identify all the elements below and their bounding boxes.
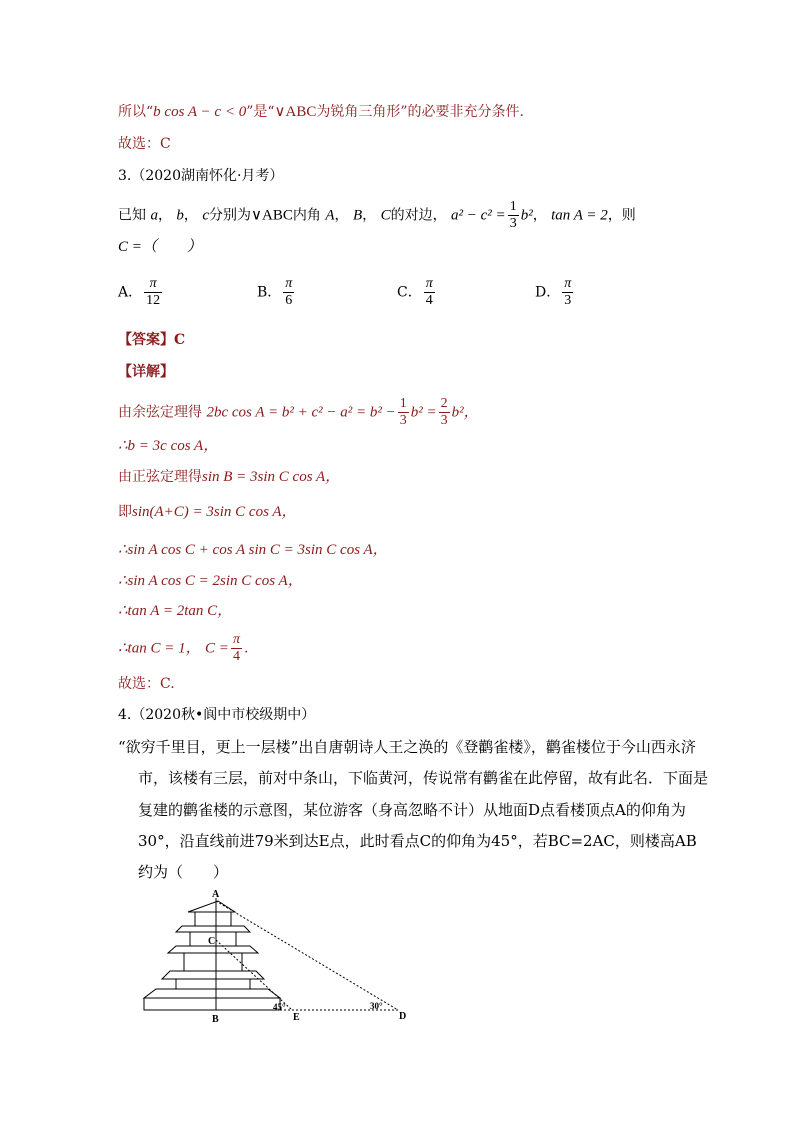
frac-num: π [144, 276, 162, 293]
label-D: D [399, 1011, 407, 1022]
math-c: c [202, 207, 210, 224]
q3-step4 [118, 502, 297, 522]
frac-num: π [232, 632, 240, 647]
frac-num: π [564, 276, 572, 291]
q3-step1 [118, 396, 479, 429]
math-eq1: a² − c² = [451, 207, 506, 224]
math: sin(A+C) = 3sin C cos A， [132, 504, 297, 520]
frac-den: 6 [285, 293, 293, 308]
eave-3 [162, 971, 264, 979]
math: b²， [451, 404, 479, 421]
label-E: E [293, 1012, 300, 1023]
fraction [398, 396, 409, 429]
math: ∴sin A cos C + cos A sin C = 3sin C cos A， [118, 542, 388, 558]
frac-den: 4 [232, 649, 240, 664]
tower-diagram [140, 888, 420, 1028]
math-a: a [150, 207, 158, 224]
q3-detail-title: 【详解】 [118, 364, 174, 380]
text: 即 [118, 504, 132, 520]
option-label: C． [397, 284, 422, 301]
math-b: b [176, 207, 184, 224]
fraction [144, 276, 162, 309]
math-triangle: ∨ABC [251, 207, 293, 224]
floor-4 [176, 979, 250, 989]
text: 内角 [292, 207, 321, 224]
math: ∴tan C = 1， [118, 640, 201, 657]
prev-choose: 故选：C [118, 136, 171, 152]
fraction [283, 276, 294, 309]
label-C: C [208, 936, 216, 947]
text: 已知 [118, 207, 146, 224]
math: sin B = 3sin C cos A， [202, 469, 341, 485]
math-eq1-right: b² [520, 207, 533, 224]
frac-den: 3 [509, 216, 517, 231]
q3-option-d [535, 276, 575, 309]
q4-stem-line: 约为（ ） [138, 863, 229, 881]
option-label: B． [257, 284, 282, 301]
frac-den: 3 [440, 413, 448, 428]
q4-stem-line: 30°，沿直线前进79米到达E点，此时看点C的仰角为45°，若BC=2AC，则楼高AB [138, 832, 697, 850]
prev-conclusion [118, 102, 524, 122]
q3-ask [118, 237, 202, 257]
math: 2bc cos A = b² + c² − a² = b² − [206, 404, 396, 421]
option-label: D． [535, 284, 561, 301]
q3-step2 [118, 436, 218, 456]
q4-header: 4.（2020秋•阆中市校级期中） [118, 707, 316, 723]
q3-option-c [397, 276, 437, 309]
eave-2 [168, 946, 258, 953]
q4-stem-line: 市，该楼有三层，前对中条山，下临黄河，传说常有鹳雀在此停留，故有此名．下面是 [138, 769, 709, 787]
text: 由正弦定理得 [118, 469, 202, 485]
label-B: B [212, 1014, 219, 1025]
q3-option-a [118, 276, 164, 309]
text: 为锐角三角形”的必要非充分条件. [316, 104, 524, 120]
math: C = [205, 640, 229, 657]
q4-stem-line: 复建的鹳雀楼的示意图，某位游客（身高忽略不计）从地面D点看楼顶点A的仰角为 [138, 801, 686, 819]
frac-num: 1 [509, 199, 517, 214]
sightline-AD [216, 901, 398, 1010]
math: b² = [410, 404, 437, 421]
math: ∴tan A = 2tan C， [118, 603, 233, 619]
math-B: B [352, 207, 363, 224]
floor-3 [184, 953, 242, 971]
label-angle-30: 30° [370, 1001, 383, 1011]
floor-1 [195, 912, 231, 926]
math-eq2: tan A = 2 [551, 207, 608, 224]
text: 由余弦定理得 [118, 404, 202, 421]
frac-num: π [285, 276, 293, 291]
eave-1 [176, 926, 250, 932]
frac-num: 2 [440, 396, 448, 411]
q3-answer: 【答案】C [118, 332, 186, 348]
q3-step6 [118, 571, 303, 591]
label-A: A [212, 889, 220, 900]
frac-num: 1 [399, 396, 407, 411]
q3-step7 [118, 601, 232, 621]
q3-choose: 故选：C. [118, 676, 175, 692]
text: 所以“ [118, 104, 154, 120]
math-C: C [380, 207, 391, 224]
math-triangle: ∨ABC [274, 104, 317, 120]
math: ∴b = 3c cos A， [118, 438, 219, 454]
q3-step3 [118, 467, 340, 487]
label-angle-45: 45° [273, 1002, 286, 1012]
q3-step8 [118, 632, 248, 665]
math-ask: C =（ ） [118, 239, 202, 255]
base-roof [144, 989, 280, 998]
frac-den: 4 [425, 293, 433, 308]
sightline-CE [216, 940, 292, 1010]
math: ∴sin A cos C = 2sin C cos A， [118, 573, 303, 589]
frac-den: 3 [399, 413, 407, 428]
roof-top [188, 901, 235, 912]
math-condition: b cos A − c < 0 [153, 104, 247, 120]
text: 分别为 [209, 207, 252, 224]
fraction [508, 199, 519, 232]
text: ，则 [607, 207, 636, 224]
q4-stem-line: “欲穷千里目，更上一层楼”出自唐朝诗人王之涣的《登鹳雀楼》，鹳雀楼位于今山西永济 [118, 738, 696, 756]
math-A: A [325, 207, 335, 224]
q3-option-b [257, 276, 296, 309]
fraction [562, 276, 573, 309]
q3-stem: 已知 a， b， c分别为∨ABC内角 A， B， C的对边， a² − c² = $\frac{1}{3}$ b²， tan A = 2，则 [118, 199, 636, 231]
base [144, 998, 280, 1010]
option-label: A． [118, 284, 143, 301]
fraction [231, 632, 242, 665]
fraction [439, 396, 450, 429]
frac-den: 12 [146, 293, 161, 308]
q3-step5 [118, 540, 388, 560]
q3-header: 3.（2020湖南怀化·月考） [118, 168, 284, 184]
frac-den: 3 [564, 293, 572, 308]
text: . [243, 640, 249, 657]
frac-num: π [425, 276, 433, 291]
fraction [424, 276, 435, 309]
text: ”是“ [246, 104, 275, 120]
text: 的对边， [390, 207, 447, 224]
